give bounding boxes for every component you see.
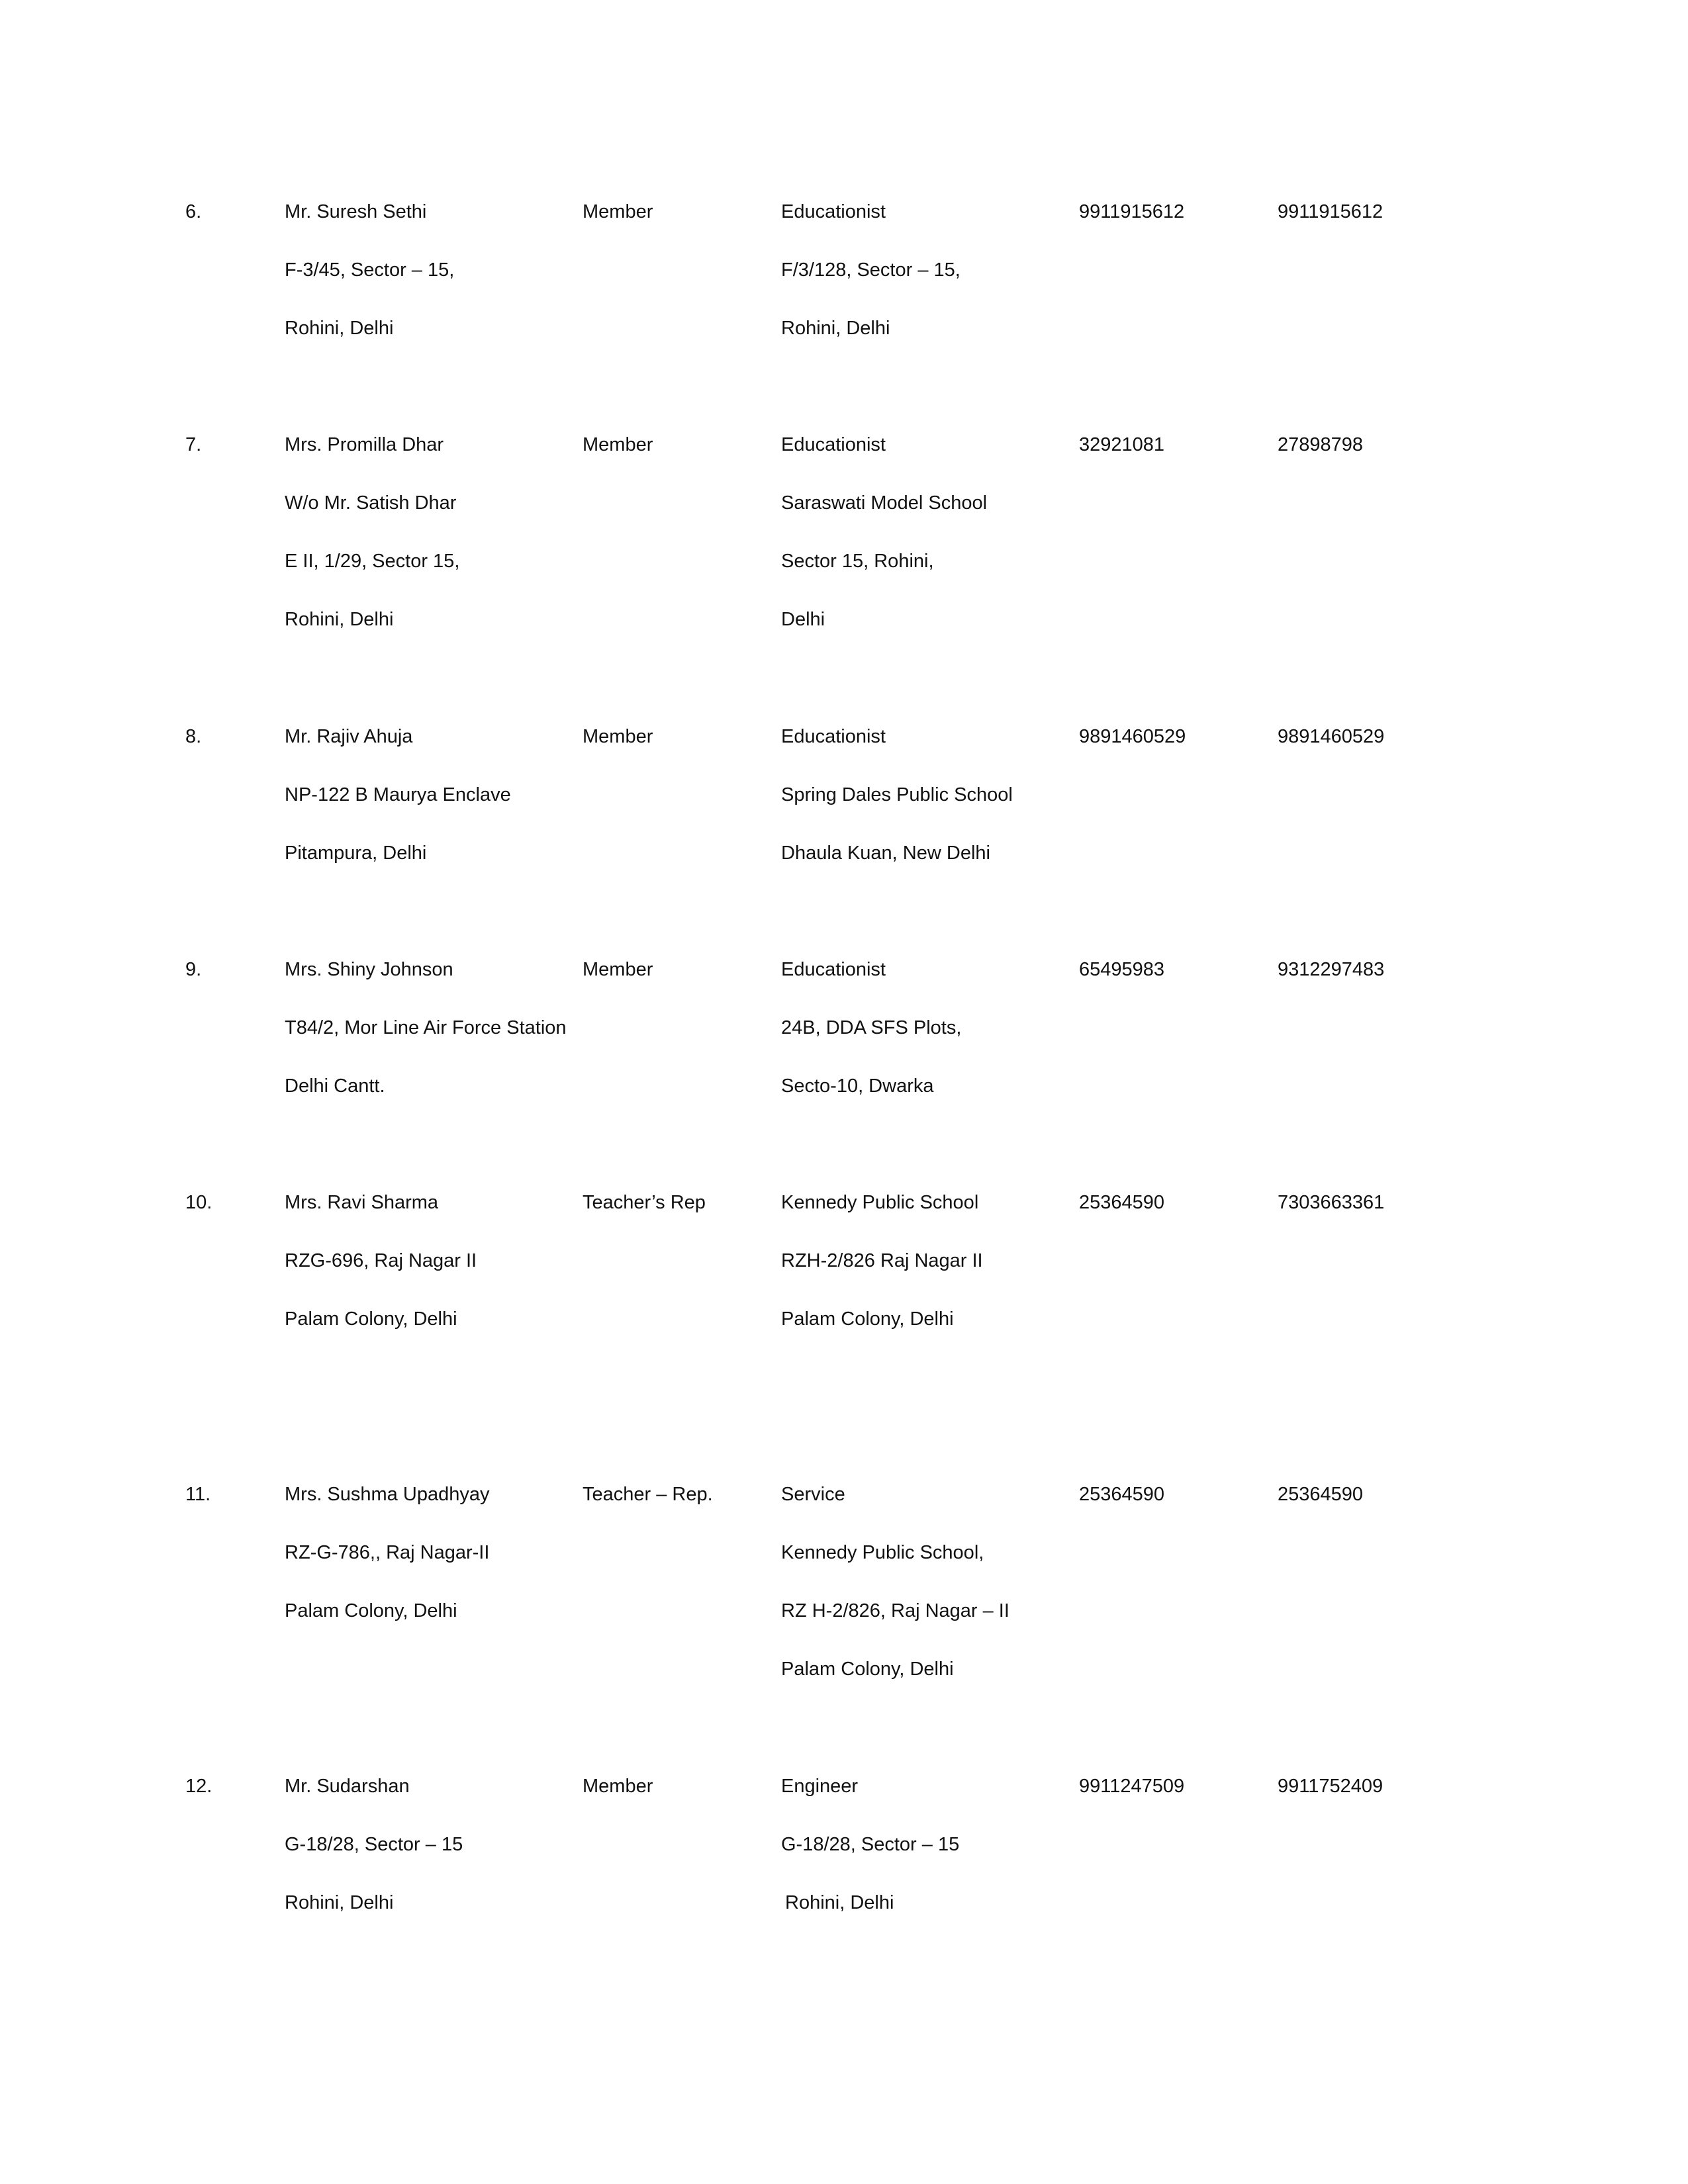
address-line: RZG-696, Raj Nagar II	[285, 1250, 477, 1271]
phone-residence: 9911752409	[1278, 1776, 1383, 1797]
member-name: Mrs. Shiny Johnson	[285, 959, 453, 980]
serial-number: 7.	[185, 434, 202, 455]
address-line: E II, 1/29, Sector 15,	[285, 551, 460, 572]
occupation-address-line: Palam Colony, Delhi	[781, 1659, 954, 1680]
occupation-address-line: Rohini, Delhi	[781, 318, 890, 339]
member-name-address	[285, 1465, 489, 1640]
phone-residence: 9911915612	[1278, 201, 1383, 222]
address-line: RZ-G-786,, Raj Nagar-II	[285, 1542, 490, 1563]
occupation-address-line: Secto-10, Dwarka	[781, 1075, 934, 1097]
occupation-address-line: RZH-2/826 Raj Nagar II	[781, 1250, 983, 1271]
member-name: Mrs. Promilla Dhar	[285, 434, 444, 455]
occupation-block	[781, 1757, 959, 1932]
occupation: Service	[781, 1484, 845, 1505]
occupation-address-line: RZ H-2/826, Raj Nagar – II	[781, 1600, 1009, 1621]
serial-number: 9.	[185, 959, 202, 980]
member-name-address	[285, 1757, 463, 1932]
phone-residence: 9891460529	[1278, 726, 1385, 747]
member-name-address	[285, 940, 567, 1115]
phone-office: 25364590	[1079, 1192, 1165, 1213]
phone-residence: 7303663361	[1278, 1192, 1385, 1213]
designation: Member	[583, 201, 653, 222]
member-name-address	[285, 183, 454, 357]
serial-number: 8.	[185, 726, 202, 747]
address-line: G-18/28, Sector – 15	[285, 1834, 463, 1855]
occupation: Educationist	[781, 201, 886, 222]
serial-number: 6.	[185, 201, 202, 222]
phone-office: 32921081	[1079, 434, 1165, 455]
occupation-address-line: Dhaula Kuan, New Delhi	[781, 842, 990, 864]
occupation-block	[781, 1465, 1009, 1698]
member-name: Mr. Sudarshan	[285, 1776, 410, 1797]
member-name: Mrs. Sushma Upadhyay	[285, 1484, 490, 1505]
occupation-block	[781, 416, 987, 649]
member-name-address	[285, 707, 511, 882]
occupation-address-line: 24B, DDA SFS Plots,	[781, 1017, 962, 1038]
occupation: Engineer	[781, 1776, 859, 1797]
serial-number: 10.	[185, 1192, 212, 1213]
phone-residence: 27898798	[1278, 434, 1364, 455]
occupation-address-line: Palam Colony, Delhi	[781, 1308, 954, 1330]
occupation-address-line: Saraswati Model School	[781, 492, 988, 514]
member-name-address	[285, 1173, 477, 1348]
address-line: F-3/45, Sector – 15,	[285, 259, 455, 281]
phone-office: 9911247509	[1079, 1776, 1185, 1797]
occupation-address-line: Kennedy Public School,	[781, 1542, 984, 1563]
occupation: Educationist	[781, 434, 886, 455]
address-line: T84/2, Mor Line Air Force Station	[285, 1017, 567, 1038]
member-name: Mrs. Ravi Sharma	[285, 1192, 439, 1213]
phone-office: 25364590	[1079, 1484, 1165, 1505]
member-name-address	[285, 416, 459, 649]
occupation-block	[781, 183, 961, 357]
occupation-block	[781, 940, 961, 1115]
phone-office: 65495983	[1079, 959, 1165, 980]
designation: Teacher – Rep.	[583, 1484, 713, 1505]
occupation-address-line: Rohini, Delhi	[785, 1892, 894, 1913]
occupation-address-line: F/3/128, Sector – 15,	[781, 259, 961, 281]
address-line: NP-122 B Maurya Enclave	[285, 784, 511, 805]
address-line: Palam Colony, Delhi	[285, 1600, 457, 1621]
address-line: Rohini, Delhi	[285, 1892, 394, 1913]
phone-office: 9911915612	[1079, 201, 1185, 222]
member-name: Mr. Suresh Sethi	[285, 201, 427, 222]
occupation: Educationist	[781, 959, 886, 980]
occupation-block	[781, 1173, 983, 1348]
occupation-block	[781, 707, 1013, 882]
occupation-address-line: Delhi	[781, 609, 825, 630]
address-line: Pitampura, Delhi	[285, 842, 427, 864]
member-name: Mr. Rajiv Ahuja	[285, 726, 413, 747]
serial-number: 12.	[185, 1776, 212, 1797]
occupation-address-line: G-18/28, Sector – 15	[781, 1834, 960, 1855]
occupation: Kennedy Public School	[781, 1192, 979, 1213]
designation: Member	[583, 434, 653, 455]
serial-number: 11.	[185, 1484, 211, 1505]
address-line: Delhi Cantt.	[285, 1075, 385, 1097]
phone-office: 9891460529	[1079, 726, 1186, 747]
designation: Member	[583, 726, 653, 747]
occupation-address-line: Spring Dales Public School	[781, 784, 1013, 805]
designation: Teacher’s Rep	[583, 1192, 706, 1213]
address-line: Rohini, Delhi	[285, 318, 394, 339]
address-line: Rohini, Delhi	[285, 609, 394, 630]
occupation: Educationist	[781, 726, 886, 747]
occupation-address-line: Sector 15, Rohini,	[781, 551, 934, 572]
designation: Member	[583, 1776, 653, 1797]
address-line: W/o Mr. Satish Dhar	[285, 492, 457, 514]
phone-residence: 25364590	[1278, 1484, 1364, 1505]
phone-residence: 9312297483	[1278, 959, 1385, 980]
designation: Member	[583, 959, 653, 980]
address-line: Palam Colony, Delhi	[285, 1308, 457, 1330]
